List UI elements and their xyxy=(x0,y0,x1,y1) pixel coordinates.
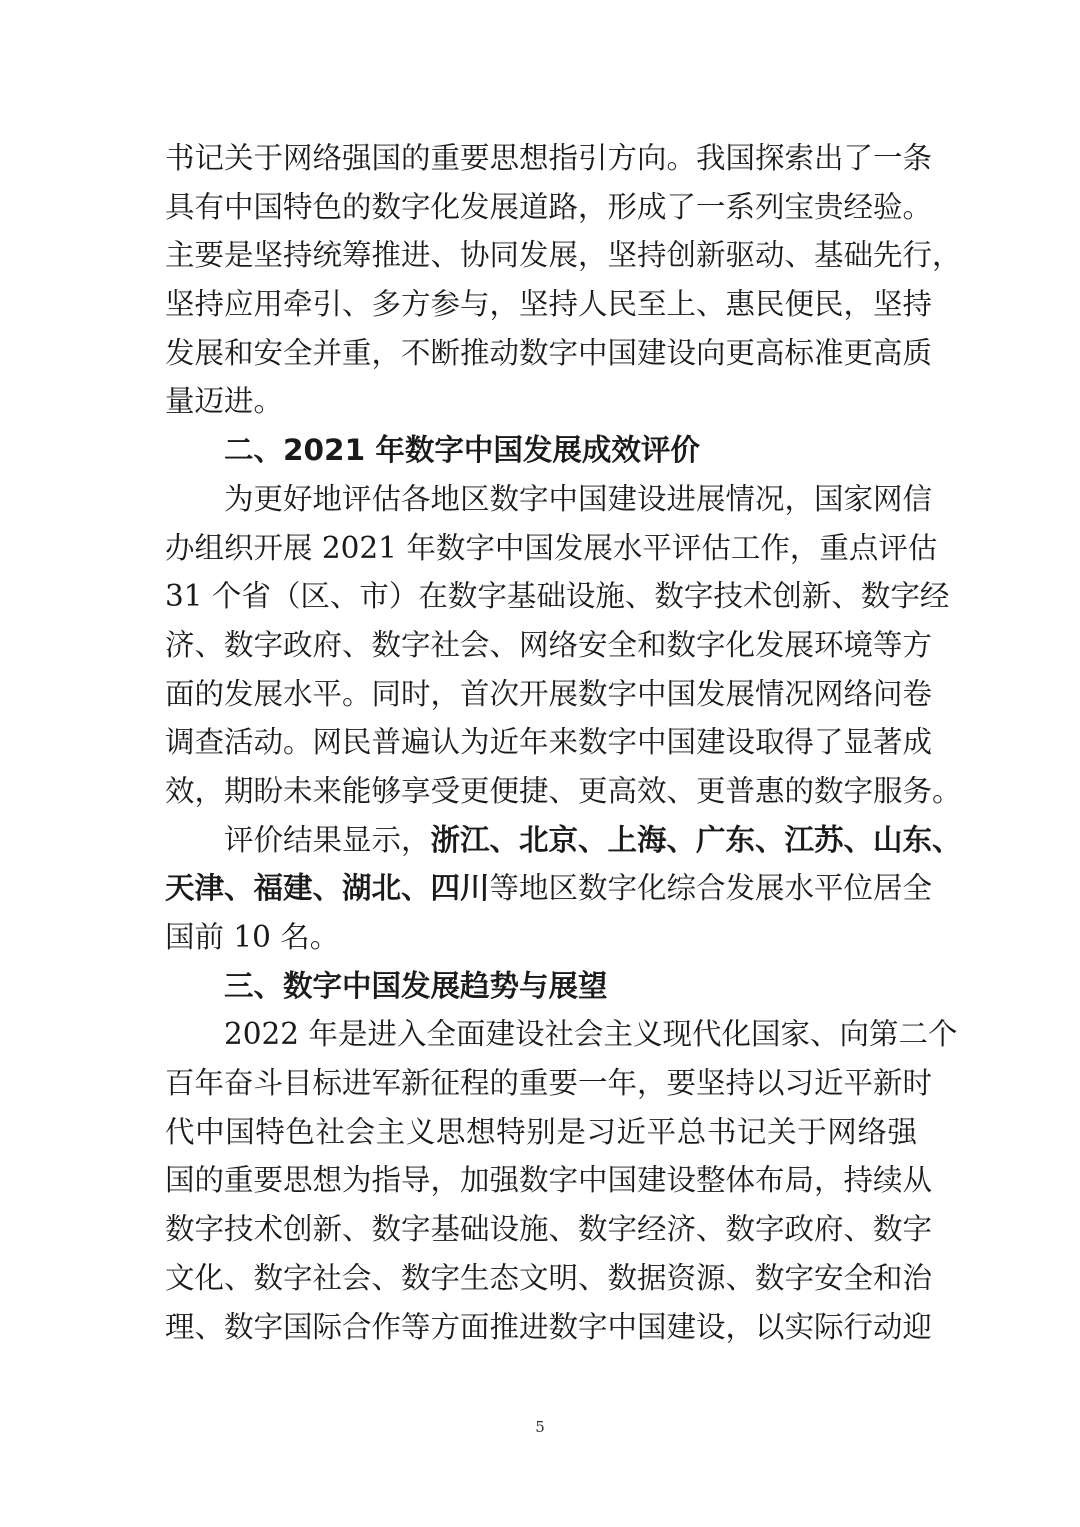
paragraph-line: 办组织开展 2021 年数字中国发展水平评估工作，重点评估 xyxy=(165,530,938,565)
paragraph-line: 理、数字国际合作等方面推进数字中国建设，以实际行动迎 xyxy=(165,1309,933,1344)
paragraph-line: 济、数字政府、数字社会、网络安全和数字化发展环境等方 xyxy=(165,627,933,662)
paragraph-line: 国前 10 名。 xyxy=(165,920,340,954)
paragraph-line: 文化、数字社会、数字生态文明、数据资源、数字安全和治 xyxy=(165,1260,933,1295)
paragraph-line: 数字技术创新、数字基础设施、数字经济、数字政府、数字 xyxy=(165,1212,933,1247)
paragraph-line: 调查活动。网民普遍认为近年来数字中国建设取得了显著成 xyxy=(165,725,933,760)
top-provinces-list: 天津、福建、湖北、四川 xyxy=(165,871,490,906)
paragraph-line: 2022 年是进入全面建设社会主义现代化国家、向第二个 xyxy=(224,1017,958,1052)
section-heading: 二、2021 年数字中国发展成效评价 xyxy=(224,433,700,468)
paragraph-line: 书记关于网络强国的重要思想指引方向。我国探索出了一条 xyxy=(165,141,933,175)
paragraph-line: 31 个省（区、市）在数字基础设施、数字技术创新、数字经 xyxy=(165,579,950,614)
paragraph-intro xyxy=(165,134,962,426)
paragraph-line: 量迈进。 xyxy=(165,384,284,419)
paragraph-line: 具有中国特色的数字化发展道路，形成了一系列宝贵经验。 xyxy=(165,189,933,224)
document-page xyxy=(165,134,962,1351)
section-heading: 三、数字中国发展趋势与展望 xyxy=(224,968,608,1003)
paragraph-line: 效，期盼未来能够享受更便捷、更高效、更普惠的数字服务。 xyxy=(165,773,962,808)
results-suffix: 等地区数字化综合发展水平位居全 xyxy=(489,871,933,906)
paragraph-line: 为更好地评估各地区数字中国建设进展情况，国家网信 xyxy=(224,481,933,516)
top-provinces-list: 浙江、北京、上海、广东、江苏、山东、 xyxy=(430,822,962,857)
paragraph-line: 国的重要思想为指导，加强数字中国建设整体布局，持续从 xyxy=(165,1163,933,1198)
paragraph-line: 代中国特色社会主义思想特别是习近平总书记关于网络强 xyxy=(165,1114,917,1149)
page-number: 5 xyxy=(535,1418,545,1436)
results-prefix: 评价结果显示， xyxy=(224,822,431,857)
paragraph-line: 百年奋斗目标进军新征程的重要一年，要坚持以习近平新时 xyxy=(165,1066,933,1101)
paragraph-line xyxy=(165,816,962,865)
paragraph-results xyxy=(165,816,962,962)
paragraph-line: 主要是坚持统筹推进、协同发展，坚持创新驱动、基础先行， xyxy=(165,238,962,273)
paragraph-line: 面的发展水平。同时，首次开展数字中国发展情况网络问卷 xyxy=(165,676,933,711)
paragraph-outlook xyxy=(165,1010,958,1351)
paragraph-evaluation xyxy=(165,475,962,816)
paragraph-line: 发展和安全并重，不断推动数字中国建设向更高标准更高质 xyxy=(165,335,933,370)
paragraph-line xyxy=(165,864,933,913)
paragraph-line: 坚持应用牵引、多方参与，坚持人民至上、惠民便民，坚持 xyxy=(165,287,933,322)
